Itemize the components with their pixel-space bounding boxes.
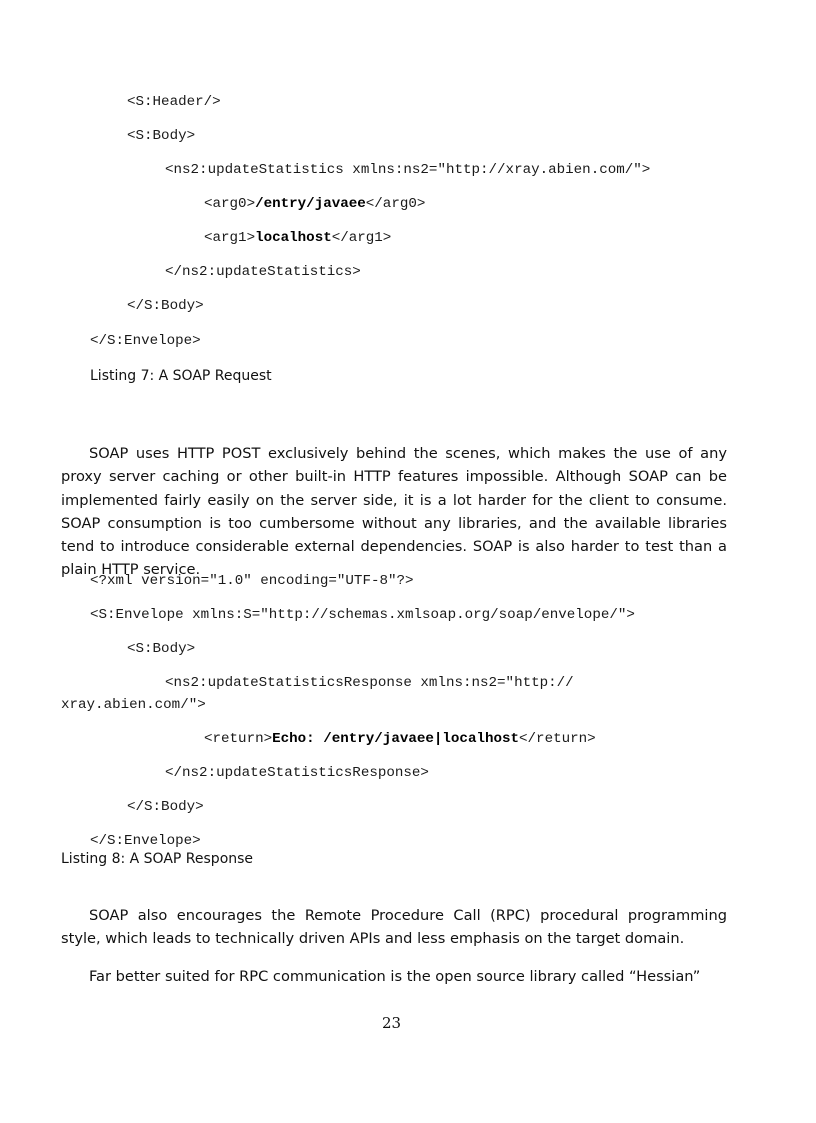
- code-line-return: [204, 731, 596, 748]
- code-line-body-open-response: <S:Body>: [127, 641, 196, 657]
- listing-7-caption: Listing 7: A SOAP Request: [90, 368, 272, 384]
- code-line-envelope-close-response: </S:Envelope>: [90, 833, 201, 849]
- code-line-update-statistics-open: <ns2:updateStatistics xmlns:ns2="http://xray.abien.com/">: [165, 162, 651, 178]
- code-line-update-statistics-close: </ns2:updateStatistics>: [165, 264, 361, 280]
- code-line-response-open-wrap: xray.abien.com/">: [61, 697, 206, 713]
- body-paragraph-hessian: Far better suited for RPC communication is the open source library called “Hessian”: [89, 968, 701, 985]
- code-line-arg1: [204, 230, 391, 247]
- return-value: Echo: /entry/javaee|localhost: [272, 731, 520, 747]
- code-line-header: <S:Header/>: [127, 94, 221, 110]
- return-open-tag: <return>: [204, 731, 273, 747]
- code-line-response-open: <ns2:updateStatisticsResponse xmlns:ns2="http://: [165, 675, 574, 691]
- return-close-tag: </return>: [519, 731, 596, 747]
- arg1-open-tag: <arg1>: [204, 230, 256, 246]
- arg1-close-tag: </arg1>: [331, 230, 392, 246]
- page-number: 23: [381, 1014, 402, 1032]
- code-line-arg0: [204, 196, 425, 213]
- code-line-envelope-open: <S:Envelope xmlns:S="http://schemas.xmlsoap.org/soap/envelope/">: [90, 607, 635, 623]
- code-line-response-close: </ns2:updateStatisticsResponse>: [165, 765, 429, 781]
- arg0-close-tag: </arg0>: [365, 196, 426, 212]
- code-line-body-close: </S:Body>: [127, 298, 204, 314]
- code-line-envelope-close: </S:Envelope>: [90, 333, 201, 349]
- arg1-value: localhost: [255, 230, 332, 246]
- code-line-body-close-response: </S:Body>: [127, 799, 204, 815]
- body-paragraph-soap-rpc: SOAP also encourages the Remote Procedure Call (RPC) procedural programming style, which leads to technically driven APIs and less emphasis on the target domain.: [61, 907, 727, 948]
- arg0-value: /entry/javaee: [255, 196, 366, 212]
- listing-8-caption: Listing 8: A SOAP Response: [61, 851, 254, 867]
- code-line-xml-declaration: <?xml version="1.0" encoding="UTF-8"?>: [90, 573, 414, 589]
- body-paragraph-soap-http: SOAP uses HTTP POST exclusively behind the scenes, which makes the use of any proxy server caching or other built-in HTTP features impossible. Although SOAP can be implemented fairly easily on the server side, it is a lot harder for the client to consume. SOAP consumption is too cumbersome without any libraries, and the available libraries tend to introduce considerable external dependencies. SOAP is also harder to test than a plain HTTP service.: [61, 445, 727, 579]
- arg0-open-tag: <arg0>: [204, 196, 256, 212]
- code-line-body-open: <S:Body>: [127, 128, 196, 144]
